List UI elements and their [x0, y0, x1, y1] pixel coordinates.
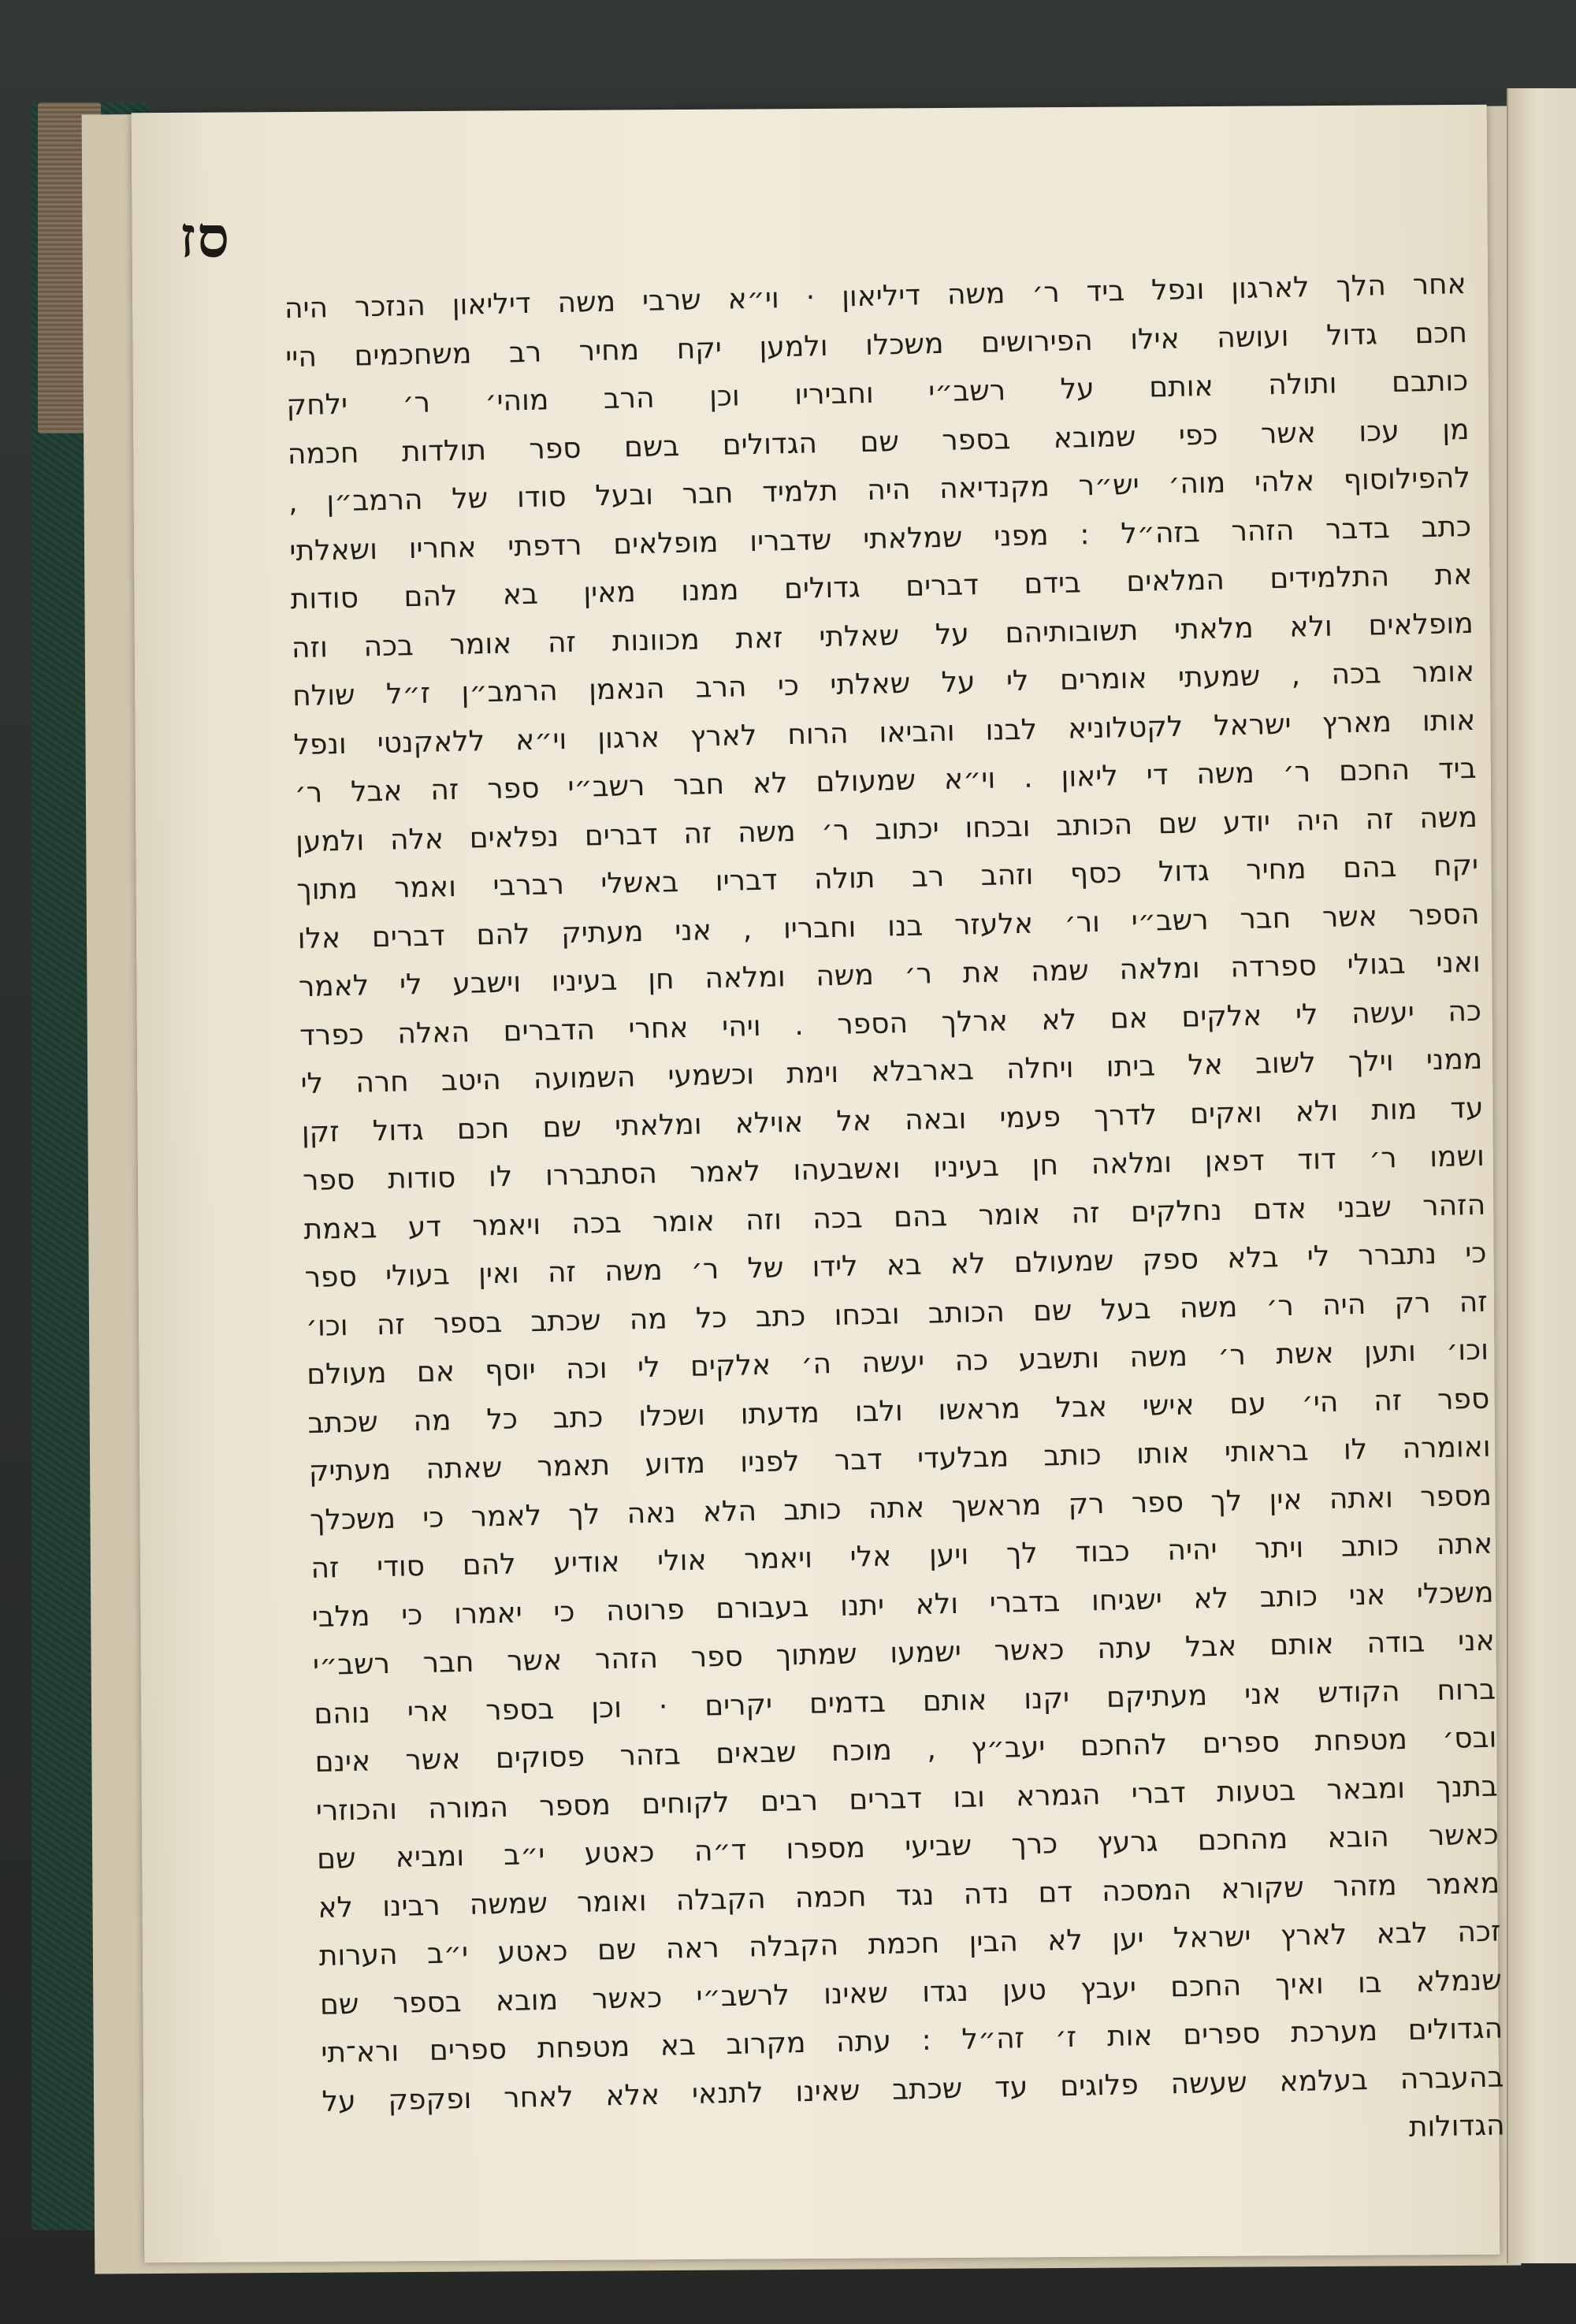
text-line: כותבם ותולה אותם על רשב״י וחביריו וכן הרב מוהי׳ ר׳ ילחק	[286, 364, 1469, 422]
text-line: מן עכו אשר כפי שמובא בספר שם הגדולים בשם ספר תולדות חכמה	[287, 413, 1470, 470]
text-line: זה רק היה ר׳ משה בעל שם הכותב ובכחו כתב כל מה שכתב בספר זה וכו׳	[305, 1285, 1489, 1343]
text-line: ברוח הקודש אני מעתיקם יקנו אותם בדמים יקרים · וכן בספר ארי נוהם	[313, 1673, 1496, 1731]
text-line: אחר הלך לארגון ונפל ביד ר׳ משה דיליאון · וי״א שרבי משה דיליאון הנזכר היה	[284, 267, 1467, 325]
page-text-block	[284, 260, 1505, 2174]
text-line: יקח בהם מחיר גדול כסף וזהב רב תולה דבריו באשלי רברבי ואמר מתוך	[296, 849, 1479, 907]
text-line: ואני בגולי ספרדה ומלאה שמה את ר׳ משה ומלאה חן בעיניו וישבע לי לאמר	[298, 946, 1481, 1004]
text-line: כה יעשה לי אלקים אם לא ארלך הספר . ויהי אחרי הדברים האלה כפרד	[299, 995, 1482, 1052]
text-line: זכה לבא לארץ ישראל יען לא הבין חכמת הקבלה ראה שם כאטע י״ב הערות	[318, 1915, 1501, 1973]
catchword: הגדולות	[1408, 2109, 1506, 2144]
text-line: וכו׳ ותען אשת ר׳ משה ותשבע כה יעשה ה׳ אלקים לי וכה יוסף אם מעולם	[306, 1333, 1489, 1392]
text-line: ואומרה לו בראותי אותו כותב מבלעדי דבר לפניו מדוע תאמר שאתה מעתיק	[308, 1430, 1491, 1489]
text-line: ושמו ר׳ דוד דפאן ומלאה חן בעיניו ואשבעהו לאמר הסתבררו לו סודות ספר	[302, 1140, 1485, 1198]
text-line: להפילוסוף אלהי מוה׳ יש״ר מקנדיאה היה תלמיד חבר ובעל סודו של הרמב״ן ,	[288, 461, 1471, 519]
text-line: אני בודה אותם אבל עתה כאשר ישמעו שמתוך ספר הזהר אשר חבר רשב״י	[312, 1624, 1496, 1683]
text-line: אומר בכה , שמעתי אומרים לי על שאלתי כי הרב הנאמן הרמב״ן ז״ל שולח	[292, 655, 1475, 713]
text-line: ביד החכם ר׳ משה די ליאון . וי״א שמעולם לא חבר רשב״י ספר זה אבל ר׳	[294, 752, 1477, 810]
facing-page-edge	[1507, 88, 1576, 2263]
text-line: משכלי אני כותב לא ישגיחו בדברי ולא יתנו בעבורם פרוטה כי יאמרו כי מלבי	[311, 1576, 1494, 1634]
text-line: מאמר מזהר שקורא המסכה דם נדה נגד חכמה הקבלה ואומר שמשה רבינו לא	[318, 1867, 1500, 1924]
text-line: חכם גדול ועושה אילו הפירושים משכלו ולמען יקח מחיר רב משחכמים היי	[284, 316, 1468, 374]
text-line: הזהר שבני אדם נחלקים זה אומר בהם בכה וזה אומר בכה ויאמר דע באמת	[303, 1188, 1486, 1246]
text-line: הספר אשר חבר רשב״י ור׳ אלעזר בנו וחבריו , אני מעתיק להם דברים אלו	[297, 898, 1480, 955]
text-line: ספר זה הי׳ עם אישי אבל מראשו ולבו מדעתו ושכלו כתב כל מה שכתב	[307, 1382, 1490, 1440]
text-line: שנמלא בו ואיך החכם יעבץ טען נגדו שאינו לרשב״י כאשר מובא בספר שם	[319, 1964, 1503, 2021]
text-line: אותו מארץ ישראל לקטלוניא לבנו והביאו הרוח לארץ ארגון וי״א ללאקנטי ונפל	[293, 704, 1476, 761]
text-line: כאשר הובא מהחכם גרעץ כרך שביעי מספרו ד״ה כאטע י״ב ומביא שם	[316, 1818, 1500, 1876]
text-line: כי נתברר לי בלא ספק שמעולם לא בא לידו של ר׳ משה זה ואין בעולי ספר	[304, 1236, 1487, 1295]
text-line: אתה כותב ויתר יהיה כבוד לך ויען אלי ויאמר אולי אודיע להם סודי זה	[310, 1527, 1493, 1586]
text-line: כתב בדבר הזהר בזה״ל : מפני שמלאתי שדבריו מופלאים רדפתי אחריו ושאלתי	[288, 510, 1472, 567]
text-line: עד מות ולא ואקים לדרך פעמי ובאה אל אוילא ומלאתי שם חכם גדול זקן	[301, 1091, 1484, 1149]
text-line: משה זה היה יודע שם הכותב ובכחו יכתוב ר׳ משה זה דברים נפלאים אלה ולמען	[295, 801, 1478, 858]
text-line: ממני וילך לשוב אל ביתו ויחלה בארבלא וימת וכשמעי השמועה היטב חרה לי	[300, 1043, 1483, 1101]
text-line: את התלמידים המלאים בידם דברים גדולים ממנו מאין בא להם סודות	[290, 558, 1473, 616]
text-line: הגדולים מערכת ספרים אות ז׳ זה״ל : עתה מקרוב בא מטפחת ספרים ורא־תי	[320, 2012, 1504, 2069]
text-line: בתנך ומבאר בטעות דברי הגמרא ובו דברים רבים לקוחים מספר המורה והכוזרי	[315, 1770, 1498, 1828]
text-line: מספר ואתה אין לך ספר רק מראשך אתה כותב הלא נאה לך לאמר כי משכלך	[309, 1479, 1492, 1537]
text-line: ובס׳ מטפחת ספרים להחכם יעב״ץ , מוכח שבאים בזהר פסוקים אשר אינם	[314, 1721, 1497, 1779]
text-line: מופלאים ולא מלאתי תשובותיהם על שאלתי זאת מכוונות זה אומר בכה וזה	[291, 607, 1474, 664]
page-number: סז	[180, 203, 232, 270]
text-line: בהעברה בעלמא שעשה פלוגים עד שכתב שאינו לתנאי אלא לאחר ופקפק על	[322, 2060, 1504, 2118]
